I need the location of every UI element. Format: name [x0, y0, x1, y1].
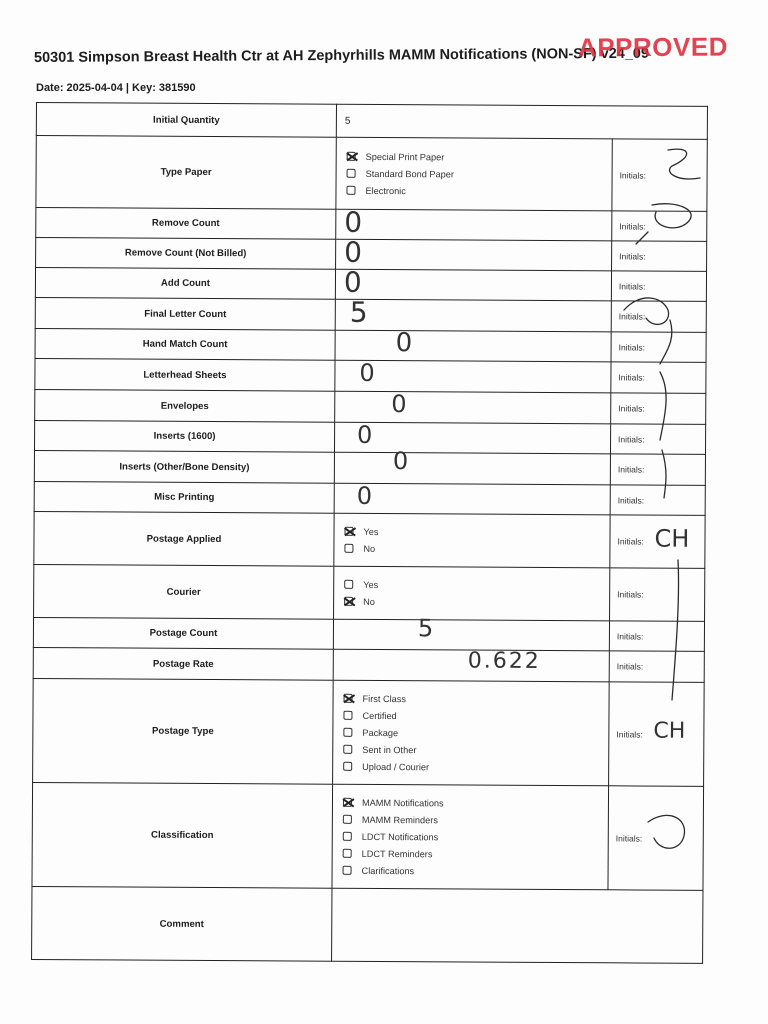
checkbox-unchecked[interactable]	[343, 728, 352, 737]
checkbox-checked[interactable]	[343, 798, 352, 807]
handwritten-value: 0.622	[467, 648, 541, 674]
checkbox-option	[344, 690, 609, 709]
checkbox-option	[346, 182, 611, 201]
date-key-line: Date: 2025-04-04 | Key: 381590	[36, 82, 196, 94]
row-label: Postage Rate	[33, 647, 333, 680]
row-label: Postage Count	[33, 617, 333, 649]
initials-cell: Initials:	[612, 241, 707, 272]
row-label: Classification	[32, 782, 333, 888]
checkbox-unchecked[interactable]	[343, 815, 352, 824]
checkbox-label: Clarifications	[361, 865, 415, 876]
initials-cell: Initials:	[612, 139, 707, 212]
handwritten-initials: CH	[653, 718, 686, 744]
checkbox-label: Standard Bond Paper	[365, 168, 454, 179]
initials-label: Initials:	[616, 728, 643, 740]
row-letterhead-sheets	[35, 358, 706, 393]
handwritten-value: 0	[344, 235, 363, 269]
checkbox-checked[interactable]	[344, 597, 353, 606]
checkbox-unchecked[interactable]	[343, 762, 352, 771]
checkbox-label: Sent in Other	[362, 744, 417, 755]
checkbox-unchecked[interactable]	[343, 745, 352, 754]
inserts-other-value	[334, 447, 610, 485]
row-label: Comment	[32, 886, 332, 961]
envelopes-value	[335, 391, 611, 424]
checkbox-unchecked[interactable]	[344, 580, 353, 589]
initials-cell: Initials:	[611, 332, 706, 363]
handwritten-value: 0	[395, 328, 413, 359]
handwritten-initials: CH	[654, 524, 690, 553]
checkbox-label: MAMM Notifications	[361, 797, 444, 808]
letterhead-sheets-value	[335, 360, 611, 393]
postage-count-value	[333, 614, 609, 651]
row-hand-match-count	[35, 328, 706, 362]
row-comment	[32, 886, 703, 963]
row-label: Remove Count (Not Billed)	[36, 238, 336, 270]
checkbox-option	[344, 523, 609, 542]
initials-cell: Initials:	[608, 786, 704, 891]
initials-cell: Initials:	[612, 211, 707, 242]
checkbox-option	[343, 828, 608, 847]
checkbox-label: Certified	[362, 710, 397, 721]
postage-applied-options	[334, 513, 610, 568]
row-label: Final Letter Count	[35, 297, 335, 330]
checkbox-unchecked[interactable]	[347, 169, 356, 178]
courier-options	[334, 566, 610, 621]
initials-cell: Initials:	[610, 454, 705, 486]
checkbox-option	[347, 148, 612, 167]
row-type-paper	[36, 136, 707, 212]
postage-rate-value	[333, 649, 609, 682]
row-courier	[34, 564, 705, 621]
remove-count-value	[336, 205, 612, 241]
checkbox-label: Electronic	[365, 185, 406, 196]
checkbox-checked[interactable]	[344, 694, 353, 703]
initials-cell: Initials:	[611, 271, 706, 302]
handwritten-value: 0	[392, 447, 409, 476]
type-paper-options	[336, 137, 612, 211]
hand-match-count-value	[335, 330, 611, 362]
checkbox-label: MAMM Reminders	[361, 814, 438, 825]
row-remove-count-not-billed	[36, 238, 707, 272]
handwritten-value: 5	[349, 295, 368, 329]
remove-count-not-billed-value	[336, 235, 612, 271]
handwritten-value: 0	[391, 390, 407, 419]
handwritten-value: 0	[343, 265, 362, 299]
checkbox-option	[343, 811, 608, 830]
checkbox-option	[347, 165, 612, 184]
checkbox-label: LDCT Reminders	[361, 848, 433, 859]
row-label: Letterhead Sheets	[35, 358, 335, 391]
classification-options	[332, 784, 609, 890]
checkbox-option	[343, 724, 608, 743]
form-title: 50301 Simpson Breast Health Ctr at AH Zephyrhills MAMM Notifications (NON-SF) v24_09	[33, 45, 650, 66]
final-letter-count-value	[335, 295, 611, 332]
checkbox-option	[343, 845, 608, 864]
checkbox-option	[344, 593, 609, 612]
approved-stamp: APPROVED	[577, 31, 729, 63]
handwritten-value: 0	[359, 358, 375, 387]
row-envelopes	[35, 389, 706, 424]
checkbox-option	[343, 707, 608, 726]
row-inserts-other	[34, 450, 705, 485]
initials-cell: Initials:	[611, 301, 706, 333]
handwritten-value: 0	[357, 420, 373, 449]
initial-quantity-value: 5	[336, 104, 707, 139]
row-postage-type	[33, 678, 705, 786]
postage-type-options	[333, 680, 610, 786]
row-inserts-1600	[34, 420, 705, 454]
checkbox-option	[344, 540, 609, 559]
comment-value	[332, 888, 703, 963]
row-initial-quantity	[36, 103, 707, 140]
checkbox-unchecked[interactable]	[343, 832, 352, 841]
row-label: Remove Count	[36, 208, 336, 240]
row-postage-count	[33, 617, 704, 651]
checkbox-label: No	[363, 543, 376, 554]
checkbox-label: Upload / Courier	[362, 761, 430, 772]
checkbox-option	[343, 862, 608, 881]
production-form-table	[31, 102, 707, 964]
checkbox-option	[344, 576, 609, 595]
row-label: Type Paper	[36, 136, 336, 210]
initials-cell	[609, 682, 705, 787]
row-label: Initial Quantity	[36, 103, 336, 138]
initials-cell: Initials:	[610, 485, 705, 516]
initials-cell: Initials:	[611, 362, 706, 394]
row-label: Inserts (1600)	[34, 420, 334, 452]
row-add-count	[35, 268, 706, 302]
checkbox-label: LDCT Notifications	[361, 831, 439, 842]
initials-cell: Initials:	[610, 424, 705, 455]
row-label: Hand Match Count	[35, 328, 335, 360]
add-count-value	[335, 265, 611, 301]
checkbox-option	[343, 741, 608, 760]
misc-printing-value	[334, 483, 610, 515]
row-label: Inserts (Other/Bone Density)	[34, 450, 334, 483]
row-label: Misc Printing	[34, 481, 334, 513]
checkbox-option	[343, 794, 608, 813]
row-remove-count	[36, 208, 707, 242]
checkbox-unchecked[interactable]	[343, 711, 352, 720]
row-final-letter-count	[35, 297, 706, 332]
initials-cell: Initials:	[609, 621, 704, 652]
checkbox-option	[343, 758, 608, 777]
checkbox-label: Yes	[363, 579, 379, 590]
checkbox-unchecked[interactable]	[343, 849, 352, 858]
row-label: Postage Applied	[34, 511, 334, 566]
checkbox-label: Yes	[363, 526, 379, 537]
initials-cell	[610, 515, 705, 569]
row-misc-printing	[34, 481, 705, 515]
row-label: Envelopes	[35, 389, 335, 422]
checkbox-label: Special Print Paper	[365, 151, 445, 162]
initials-cell: Initials:	[611, 393, 706, 425]
handwritten-value: 0	[356, 481, 373, 510]
initials-label: Initials:	[617, 536, 644, 547]
row-postage-rate	[33, 647, 704, 682]
row-label: Postage Type	[33, 678, 334, 784]
checkbox-checked[interactable]	[347, 152, 356, 161]
row-label: Courier	[34, 564, 334, 619]
row-label: Add Count	[35, 268, 335, 300]
handwritten-value: 0	[344, 205, 363, 239]
checkbox-unchecked[interactable]	[343, 866, 352, 875]
row-classification	[32, 782, 704, 890]
initials-cell: Initials:	[610, 568, 705, 622]
checkbox-label: First Class	[362, 693, 406, 704]
checkbox-label: Package	[362, 727, 399, 738]
handwritten-value: 5	[417, 614, 434, 643]
checkbox-unchecked[interactable]	[346, 186, 355, 195]
checkbox-checked[interactable]	[345, 527, 354, 536]
inserts-1600-value	[334, 422, 610, 454]
checkbox-unchecked[interactable]	[344, 544, 353, 553]
checkbox-label: No	[363, 596, 375, 607]
initials-cell: Initials:	[609, 651, 704, 683]
row-postage-applied	[34, 511, 705, 568]
